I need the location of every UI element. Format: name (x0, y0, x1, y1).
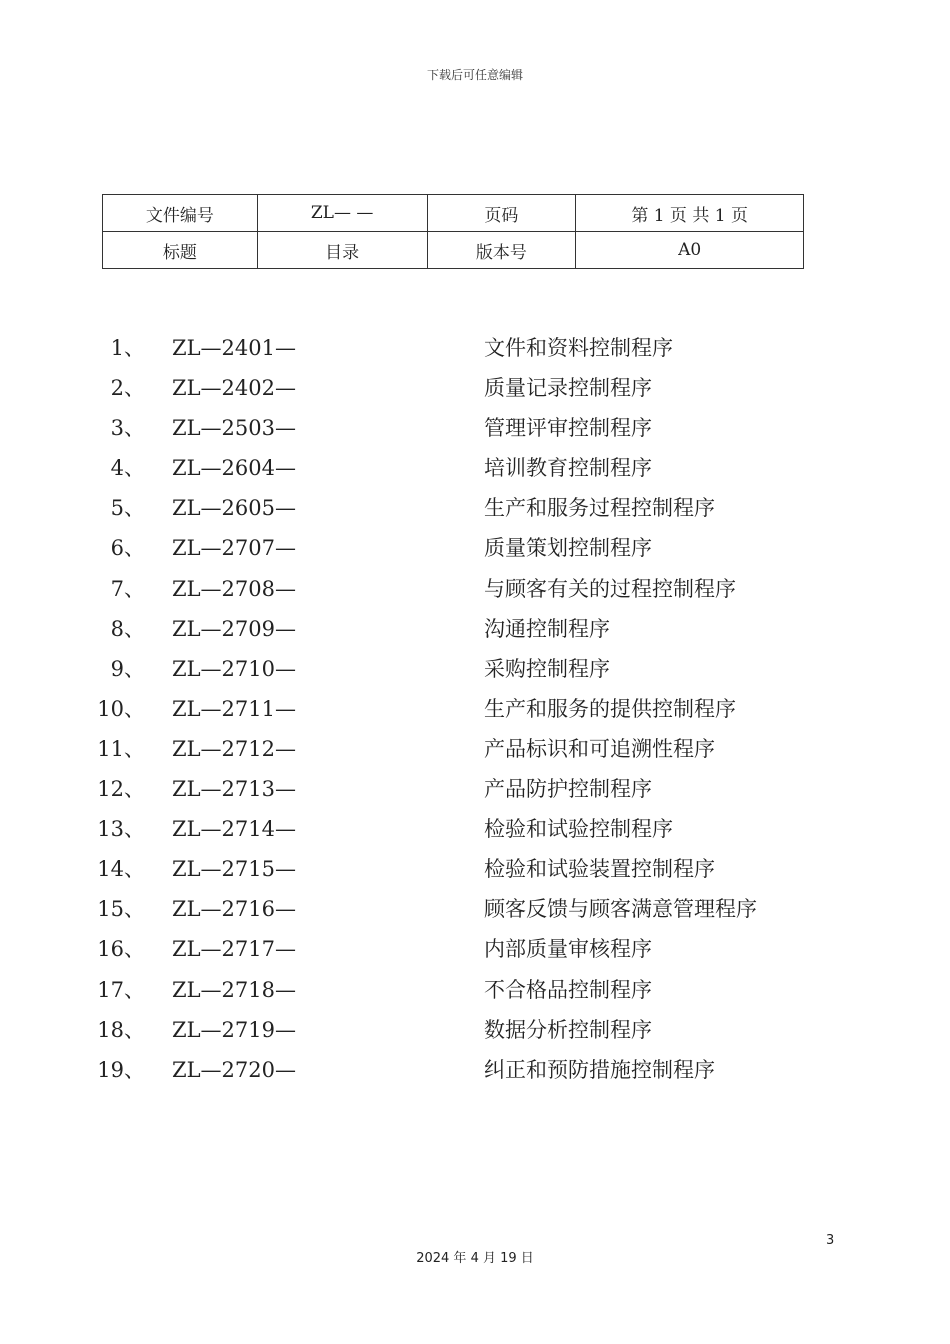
table-of-contents (0, 328, 950, 1090)
toc-entry (0, 769, 950, 809)
toc-entry (0, 729, 950, 769)
toc-entry (0, 408, 950, 448)
toc-entry-code: ZL—2605— (172, 496, 296, 521)
doc-number-value: ZL— — (257, 195, 427, 232)
toc-entry-number: 2、 (110, 376, 145, 401)
toc-entry (0, 649, 950, 689)
toc-entry-title: 产品标识和可追溯性程序 (484, 736, 715, 761)
toc-entry-code: ZL—2401— (172, 336, 296, 360)
toc-entry-code: ZL—2720— (172, 1057, 296, 1082)
toc-entry-code: ZL—2715— (172, 857, 296, 882)
version-label: 版本号 (427, 232, 576, 269)
toc-entry-number: 16、 (97, 937, 145, 962)
toc-entry (0, 528, 950, 568)
doc-number-label: 文件编号 (103, 195, 258, 232)
toc-entry-code: ZL—2707— (172, 536, 296, 561)
toc-entry (0, 569, 950, 609)
toc-entry-code: ZL—2717— (172, 937, 296, 962)
toc-entry-title: 培训教育控制程序 (484, 456, 652, 481)
info-row-1 (103, 195, 804, 232)
toc-entry-code: ZL—2716— (172, 897, 296, 922)
page-value: 第 1 页 共 1 页 (576, 195, 804, 232)
toc-entry (0, 1010, 950, 1050)
toc-entry-title: 顾客反馈与顾客满意管理程序 (484, 897, 757, 922)
toc-entry-code: ZL—2709— (172, 616, 296, 641)
toc-entry-code: ZL—2402— (172, 376, 296, 401)
toc-entry-number: 10、 (97, 696, 145, 721)
toc-entry-title: 文件和资料控制程序 (484, 336, 673, 360)
toc-entry-number: 13、 (97, 817, 145, 842)
toc-entry-number: 5、 (110, 496, 145, 521)
toc-entry-number: 9、 (110, 656, 145, 681)
toc-entry-title: 质量记录控制程序 (484, 376, 652, 401)
toc-entry-number: 7、 (110, 576, 145, 601)
info-row-2 (103, 232, 804, 269)
toc-entry-code: ZL—2718— (172, 977, 296, 1002)
toc-entry (0, 929, 950, 969)
toc-entry-code: ZL—2713— (172, 777, 296, 802)
toc-entry-title: 沟通控制程序 (484, 616, 610, 641)
toc-entry-title: 生产和服务的提供控制程序 (484, 696, 736, 721)
toc-entry-code: ZL—2719— (172, 1017, 296, 1042)
toc-entry (0, 970, 950, 1010)
toc-entry (0, 609, 950, 649)
toc-entry (0, 809, 950, 849)
toc-entry (0, 1050, 950, 1090)
toc-entry-code: ZL—2710— (172, 656, 296, 681)
toc-entry (0, 368, 950, 408)
toc-entry-number: 15、 (97, 897, 145, 922)
page-label: 页码 (427, 195, 576, 232)
header-note: 下载后可任意编辑 (426, 68, 523, 82)
title-label: 标题 (103, 232, 258, 269)
footer-date: 2024 年 4 月 19 日 (416, 1251, 534, 1266)
toc-entry-title: 采购控制程序 (484, 656, 610, 681)
toc-entry-number: 3、 (110, 416, 145, 441)
toc-entry-number: 12、 (97, 777, 145, 802)
toc-entry-title: 内部质量审核程序 (484, 937, 652, 962)
toc-entry-code: ZL—2708— (172, 576, 296, 601)
toc-entry-code: ZL—2712— (172, 736, 296, 761)
title-value: 目录 (257, 232, 427, 269)
toc-entry-code: ZL—2711— (172, 696, 296, 721)
toc-entry-number: 18、 (97, 1017, 145, 1042)
toc-entry-code: ZL—2604— (172, 456, 296, 481)
toc-entry-title: 纠正和预防措施控制程序 (484, 1057, 715, 1082)
toc-entry-number: 6、 (110, 536, 145, 561)
page-number: 3 (826, 1233, 835, 1248)
toc-entry-number: 19、 (97, 1057, 145, 1082)
toc-entry-title: 与顾客有关的过程控制程序 (484, 576, 736, 601)
toc-entry-code: ZL—2503— (172, 416, 296, 441)
toc-entry-title: 不合格品控制程序 (484, 977, 652, 1002)
toc-entry-title: 产品防护控制程序 (484, 777, 652, 802)
toc-entry-number: 1、 (110, 336, 145, 360)
toc-entry-title: 生产和服务过程控制程序 (484, 496, 715, 521)
toc-entry-number: 11、 (97, 736, 145, 761)
toc-entry-title: 数据分析控制程序 (484, 1017, 652, 1042)
toc-entry-number: 14、 (97, 857, 145, 882)
document-info-table (102, 194, 804, 269)
toc-entry (0, 448, 950, 488)
toc-entry (0, 689, 950, 729)
toc-entry-title: 检验和试验装置控制程序 (484, 857, 715, 882)
toc-entry-code: ZL—2714— (172, 817, 296, 842)
toc-entry-number: 17、 (97, 977, 145, 1002)
toc-entry (0, 328, 950, 368)
toc-entry-title: 质量策划控制程序 (484, 536, 652, 561)
toc-entry-title: 检验和试验控制程序 (484, 817, 673, 842)
toc-entry-title: 管理评审控制程序 (484, 416, 652, 441)
toc-entry (0, 889, 950, 929)
toc-entry (0, 488, 950, 528)
toc-entry (0, 849, 950, 889)
toc-entry-number: 8、 (110, 616, 145, 641)
toc-entry-number: 4、 (110, 456, 145, 481)
version-value: A0 (576, 232, 804, 269)
